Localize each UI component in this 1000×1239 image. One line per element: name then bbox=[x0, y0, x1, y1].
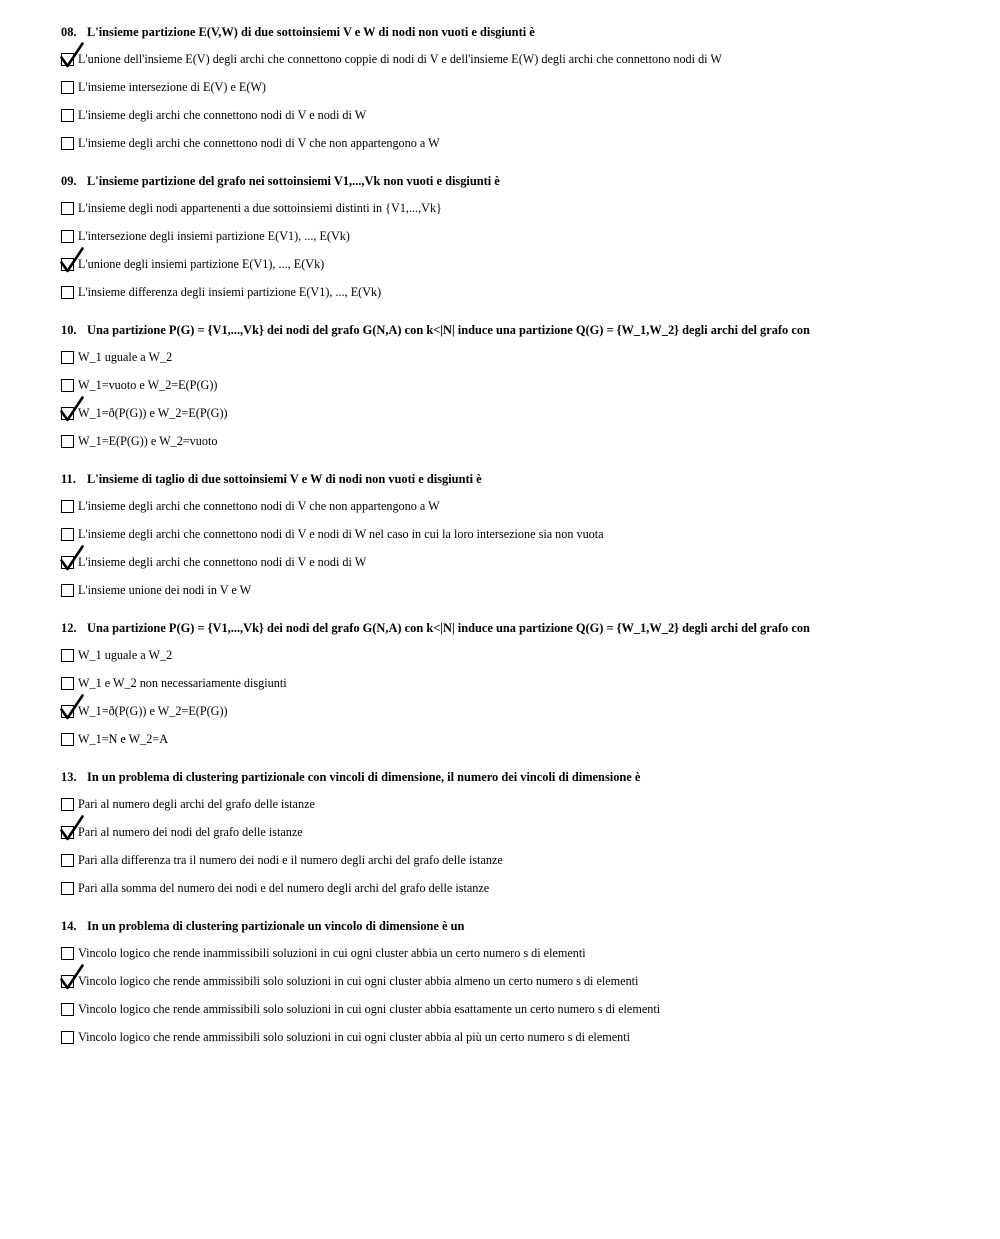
answer-option[interactable] bbox=[61, 427, 981, 455]
answer-checkbox[interactable] bbox=[61, 286, 74, 299]
question-heading bbox=[61, 25, 981, 40]
answer-checkbox[interactable] bbox=[61, 677, 74, 690]
answer-option-selected[interactable] bbox=[61, 399, 981, 427]
answer-options bbox=[61, 790, 981, 902]
answer-options bbox=[61, 343, 981, 455]
question-block bbox=[61, 621, 981, 753]
answer-option[interactable] bbox=[61, 73, 981, 101]
answer-option[interactable] bbox=[61, 194, 981, 222]
question-block bbox=[61, 472, 981, 604]
answer-option[interactable] bbox=[61, 222, 981, 250]
answer-checkbox[interactable] bbox=[61, 798, 74, 811]
answer-checkbox[interactable] bbox=[61, 705, 74, 718]
answer-checkbox[interactable] bbox=[61, 258, 74, 271]
answer-checkbox[interactable] bbox=[61, 137, 74, 150]
answer-option[interactable] bbox=[61, 520, 981, 548]
question-number: 08. bbox=[61, 25, 77, 39]
answer-checkbox[interactable] bbox=[61, 379, 74, 392]
checkmark-icon bbox=[60, 964, 84, 990]
answer-text: L'intersezione degli insiemi partizione E(V1), ..., E(Vk) bbox=[78, 228, 350, 243]
question-number: 14. bbox=[61, 919, 77, 933]
question-number: 10. bbox=[61, 323, 77, 337]
answer-checkbox[interactable] bbox=[61, 407, 74, 420]
question-block bbox=[61, 919, 981, 1051]
quiz-list bbox=[61, 25, 981, 1068]
question-block bbox=[61, 174, 981, 306]
answer-checkbox[interactable] bbox=[61, 556, 74, 569]
question-text: L'insieme di taglio di due sottoinsiemi V e W di nodi non vuoti e disgiunti è bbox=[87, 472, 482, 486]
answer-text: L'insieme degli archi che connettono nodi di V che non appartengono a W bbox=[78, 498, 440, 513]
answer-option-selected[interactable] bbox=[61, 818, 981, 846]
answer-option[interactable] bbox=[61, 129, 981, 157]
answer-checkbox[interactable] bbox=[61, 500, 74, 513]
answer-text: Vincolo logico che rende ammissibili solo soluzioni in cui ogni cluster abbia esattamente un certo numero s di elementi bbox=[78, 1001, 661, 1016]
answer-options bbox=[61, 641, 981, 753]
answer-option[interactable] bbox=[61, 343, 981, 371]
question-number: 13. bbox=[61, 770, 77, 784]
answer-text: W_1=vuoto e W_2=E(P(G)) bbox=[78, 377, 218, 392]
question-heading bbox=[61, 174, 981, 189]
answer-checkbox[interactable] bbox=[61, 528, 74, 541]
answer-text: Vincolo logico che rende inammissibili soluzioni in cui ogni cluster abbia un certo numero s di elementi bbox=[78, 945, 586, 960]
answer-text: W_1 e W_2 non necessariamente disgiunti bbox=[78, 675, 287, 690]
checkmark-icon bbox=[60, 396, 84, 422]
answer-checkbox[interactable] bbox=[61, 584, 74, 597]
answer-text: W_1=ð(P(G)) e W_2=E(P(G)) bbox=[78, 405, 228, 420]
question-text: L'insieme partizione E(V,W) di due sottoinsiemi V e W di nodi non vuoti e disgiunti è bbox=[87, 25, 535, 39]
answer-checkbox[interactable] bbox=[61, 435, 74, 448]
answer-text: L'unione dell'insieme E(V) degli archi che connettono coppie di nodi di V e dell'insieme E(W) degli archi che connettono nodi di W bbox=[78, 51, 722, 66]
question-block bbox=[61, 323, 981, 455]
answer-text: Pari al numero degli archi del grafo delle istanze bbox=[78, 796, 315, 811]
checkmark-icon bbox=[60, 545, 84, 571]
answer-option[interactable] bbox=[61, 939, 981, 967]
answer-checkbox[interactable] bbox=[61, 649, 74, 662]
answer-text: Vincolo logico che rende ammissibili solo soluzioni in cui ogni cluster abbia almeno un certo numero s di elementi bbox=[78, 973, 639, 988]
answer-option[interactable] bbox=[61, 846, 981, 874]
question-heading bbox=[61, 621, 981, 636]
question-text: L'insieme partizione del grafo nei sottoinsiemi V1,...,Vk non vuoti e disgiunti è bbox=[87, 174, 500, 188]
answer-option[interactable] bbox=[61, 995, 981, 1023]
question-text: In un problema di clustering partizionale con vincoli di dimensione, il numero dei vincoli di dimensione è bbox=[87, 770, 641, 784]
answer-text: L'insieme unione dei nodi in V e W bbox=[78, 582, 252, 597]
answer-text: W_1=N e W_2=A bbox=[78, 731, 169, 746]
answer-option[interactable] bbox=[61, 492, 981, 520]
answer-checkbox[interactable] bbox=[61, 854, 74, 867]
question-heading bbox=[61, 323, 981, 338]
answer-option[interactable] bbox=[61, 1023, 981, 1051]
answer-option-selected[interactable] bbox=[61, 45, 981, 73]
answer-option[interactable] bbox=[61, 725, 981, 753]
answer-text: L'insieme degli nodi appartenenti a due sottoinsiemi distinti in {V1,...,Vk} bbox=[78, 200, 442, 215]
answer-options bbox=[61, 492, 981, 604]
answer-options bbox=[61, 939, 981, 1051]
answer-option-selected[interactable] bbox=[61, 548, 981, 576]
answer-options bbox=[61, 194, 981, 306]
answer-checkbox[interactable] bbox=[61, 733, 74, 746]
answer-option-selected[interactable] bbox=[61, 697, 981, 725]
answer-text: L'insieme degli archi che connettono nodi di V che non appartengono a W bbox=[78, 135, 440, 150]
answer-option[interactable] bbox=[61, 278, 981, 306]
answer-checkbox[interactable] bbox=[61, 1031, 74, 1044]
answer-options bbox=[61, 45, 981, 157]
answer-checkbox[interactable] bbox=[61, 81, 74, 94]
question-number: 12. bbox=[61, 621, 77, 635]
answer-checkbox[interactable] bbox=[61, 109, 74, 122]
question-heading bbox=[61, 770, 981, 785]
answer-option[interactable] bbox=[61, 790, 981, 818]
question-number: 11. bbox=[61, 472, 76, 486]
question-heading bbox=[61, 919, 981, 934]
checkmark-icon bbox=[60, 815, 84, 841]
answer-text: W_1 uguale a W_2 bbox=[78, 349, 173, 364]
question-block bbox=[61, 770, 981, 902]
answer-option[interactable] bbox=[61, 371, 981, 399]
answer-option-selected[interactable] bbox=[61, 250, 981, 278]
answer-option[interactable] bbox=[61, 669, 981, 697]
answer-checkbox[interactable] bbox=[61, 826, 74, 839]
answer-checkbox[interactable] bbox=[61, 351, 74, 364]
answer-text: L'insieme degli archi che connettono nodi di V e nodi di W bbox=[78, 107, 367, 122]
answer-text: Pari alla differenza tra il numero dei nodi e il numero degli archi del grafo delle istanze bbox=[78, 852, 503, 867]
answer-checkbox[interactable] bbox=[61, 202, 74, 215]
answer-text: L'insieme degli archi che connettono nodi di V e nodi di W bbox=[78, 554, 367, 569]
question-text: Una partizione P(G) = {V1,...,Vk} dei nodi del grafo G(N,A) con k<|N| induce una partizione Q(G) = {W_1,W_2} degli archi del grafo con bbox=[87, 621, 810, 635]
answer-text: L'unione degli insiemi partizione E(V1), ..., E(Vk) bbox=[78, 256, 325, 271]
answer-text: W_1=ð(P(G)) e W_2=E(P(G)) bbox=[78, 703, 228, 718]
answer-option-selected[interactable] bbox=[61, 967, 981, 995]
answer-checkbox[interactable] bbox=[61, 230, 74, 243]
answer-option[interactable] bbox=[61, 641, 981, 669]
answer-checkbox[interactable] bbox=[61, 882, 74, 895]
answer-option[interactable] bbox=[61, 576, 981, 604]
checkmark-icon bbox=[60, 694, 84, 720]
checkmark-icon bbox=[60, 247, 84, 273]
answer-checkbox[interactable] bbox=[61, 975, 74, 988]
question-number: 09. bbox=[61, 174, 77, 188]
answer-text: Vincolo logico che rende ammissibili solo soluzioni in cui ogni cluster abbia al più un certo numero s di elementi bbox=[78, 1029, 630, 1044]
answer-checkbox[interactable] bbox=[61, 1003, 74, 1016]
answer-text: Pari alla somma del numero dei nodi e del numero degli archi del grafo delle istanze bbox=[78, 880, 490, 895]
answer-text: W_1=E(P(G)) e W_2=vuoto bbox=[78, 433, 218, 448]
question-text: In un problema di clustering partizionale un vincolo di dimensione è un bbox=[87, 919, 465, 933]
question-heading bbox=[61, 472, 981, 487]
answer-text: L'insieme differenza degli insiemi partizione E(V1), ..., E(Vk) bbox=[78, 284, 382, 299]
answer-checkbox[interactable] bbox=[61, 947, 74, 960]
question-text: Una partizione P(G) = {V1,...,Vk} dei nodi del grafo G(N,A) con k<|N| induce una partizione Q(G) = {W_1,W_2} degli archi del grafo con bbox=[87, 323, 810, 337]
answer-option[interactable] bbox=[61, 874, 981, 902]
question-block bbox=[61, 25, 981, 157]
answer-option[interactable] bbox=[61, 101, 981, 129]
answer-checkbox[interactable] bbox=[61, 53, 74, 66]
checkmark-icon bbox=[60, 42, 84, 68]
answer-text: W_1 uguale a W_2 bbox=[78, 647, 173, 662]
answer-text: L'insieme intersezione di E(V) e E(W) bbox=[78, 79, 266, 94]
answer-text: Pari al numero dei nodi del grafo delle istanze bbox=[78, 824, 303, 839]
answer-text: L'insieme degli archi che connettono nodi di V e nodi di W nel caso in cui la loro intersezione sia non vuota bbox=[78, 526, 604, 541]
